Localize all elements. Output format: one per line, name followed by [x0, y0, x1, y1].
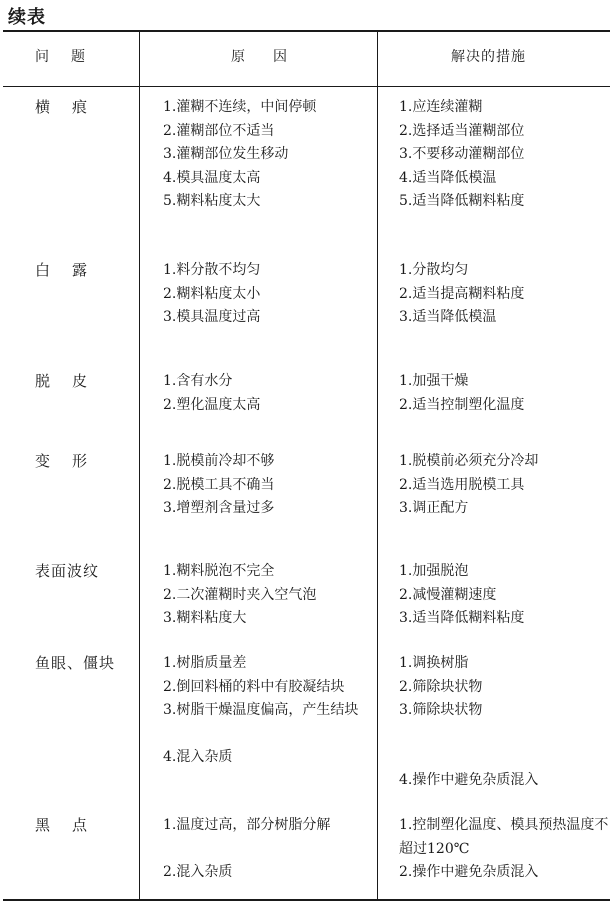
fix-item: 2.操作中避免杂质混入 — [399, 864, 539, 880]
cause-item: 3.灌糊部位发生移动 — [163, 146, 289, 162]
page-title: 续表 — [8, 7, 46, 28]
cause-item: 2.灌糊部位不适当 — [163, 122, 275, 139]
fix-item: 3.不要移动灌糊部位 — [399, 146, 525, 162]
cause-list — [163, 370, 377, 417]
cause-item: 3.模具温度过高 — [163, 309, 261, 325]
fix-item: 3.筛除块状物 — [399, 702, 483, 718]
cause-list — [163, 560, 377, 631]
cause-list — [163, 259, 377, 330]
problem-label: 变形 — [35, 452, 110, 470]
fix-item: 1.脱模前必须充分冷却 — [399, 453, 539, 469]
cause-item: 2.混入杂质 — [163, 863, 233, 880]
cause-item: 2.塑化温度太高 — [163, 396, 261, 413]
fix-item: 1.加强干燥 — [399, 373, 469, 389]
fix-item: 2.适当选用脱模工具 — [399, 476, 525, 493]
cause-item: 5.糊料粘度太大 — [163, 193, 261, 209]
table-top-rule — [3, 30, 610, 32]
fix-list — [399, 652, 609, 792]
table-bottom-rule — [3, 899, 610, 901]
cause-list — [163, 814, 377, 884]
problem-label: 脱皮 — [35, 372, 110, 390]
fix-item: 1.调换树脂 — [399, 655, 469, 671]
fix-item: 2.适当控制塑化温度 — [399, 396, 525, 413]
problem-label: 横痕 — [35, 98, 110, 116]
cause-item: 3.增塑剂含量过多 — [163, 500, 275, 516]
fix-item: 1.加强脱泡 — [399, 563, 469, 579]
problem-label: 黑点 — [35, 816, 110, 834]
fix-item: 1.控制塑化温度、模具预热温度不超过120℃ — [399, 817, 609, 857]
fix-item: 4.适当降低模温 — [399, 169, 497, 186]
fix-item: 2.筛除块状物 — [399, 678, 483, 695]
header-cause: 原因 — [231, 49, 315, 65]
fix-item: 3.调正配方 — [399, 500, 469, 516]
fix-item: 1.分散均匀 — [399, 262, 469, 278]
cause-item: 3.树脂干燥温度偏高，产生结块 — [163, 702, 359, 718]
cause-item: 1.料分散不均匀 — [163, 262, 261, 278]
fix-list — [399, 450, 609, 521]
header-problem: 问题 — [35, 49, 107, 65]
cause-item: 1.脱模前冷却不够 — [163, 453, 275, 469]
problem-label: 表面波纹 — [35, 562, 100, 580]
header-rule — [3, 86, 610, 87]
cause-item: 3.糊料粘度大 — [163, 610, 247, 626]
fix-list — [399, 96, 609, 214]
cause-item: 2.二次灌糊时夹入空气泡 — [163, 586, 317, 603]
fix-item: 1.应连续灌糊 — [399, 99, 483, 115]
header-fix: 解决的措施 — [451, 49, 526, 65]
cause-item: 4.模具温度太高 — [163, 169, 261, 186]
cause-item: 2.脱模工具不确当 — [163, 476, 275, 493]
cause-item: 1.温度过高，部分树脂分解 — [163, 817, 331, 833]
fix-list — [399, 259, 609, 330]
cause-list — [163, 450, 377, 521]
cause-item: 2.倒回料桶的料中有胶凝结块 — [163, 678, 345, 695]
fix-item: 2.减慢灌糊速度 — [399, 586, 497, 603]
problem-label: 白露 — [35, 261, 110, 279]
fix-item: 4.操作中避免杂质混入 — [399, 771, 539, 788]
cause-item: 1.树脂质量差 — [163, 655, 247, 671]
cause-item: 1.灌糊不连续，中间停顿 — [163, 99, 317, 115]
fix-item: 2.适当提高糊料粘度 — [399, 285, 525, 302]
cause-list — [163, 96, 377, 214]
fix-list — [399, 370, 609, 417]
cause-item: 1.含有水分 — [163, 373, 233, 389]
problem-label: 鱼眼、僵块 — [35, 654, 116, 672]
cause-item: 1.糊料脱泡不完全 — [163, 563, 275, 579]
fix-list — [399, 560, 609, 631]
cause-item: 4.混入杂质 — [163, 748, 233, 765]
fix-list — [399, 814, 609, 885]
fix-item: 2.选择适当灌糊部位 — [399, 122, 525, 139]
column-divider — [377, 30, 378, 901]
fix-item: 3.适当降低糊料粘度 — [399, 610, 525, 626]
column-divider — [139, 30, 140, 901]
fix-item: 3.适当降低模温 — [399, 309, 497, 325]
fix-item: 5.适当降低糊料粘度 — [399, 193, 525, 209]
cause-list — [163, 652, 377, 769]
cause-item: 2.糊料粘度太小 — [163, 285, 261, 302]
